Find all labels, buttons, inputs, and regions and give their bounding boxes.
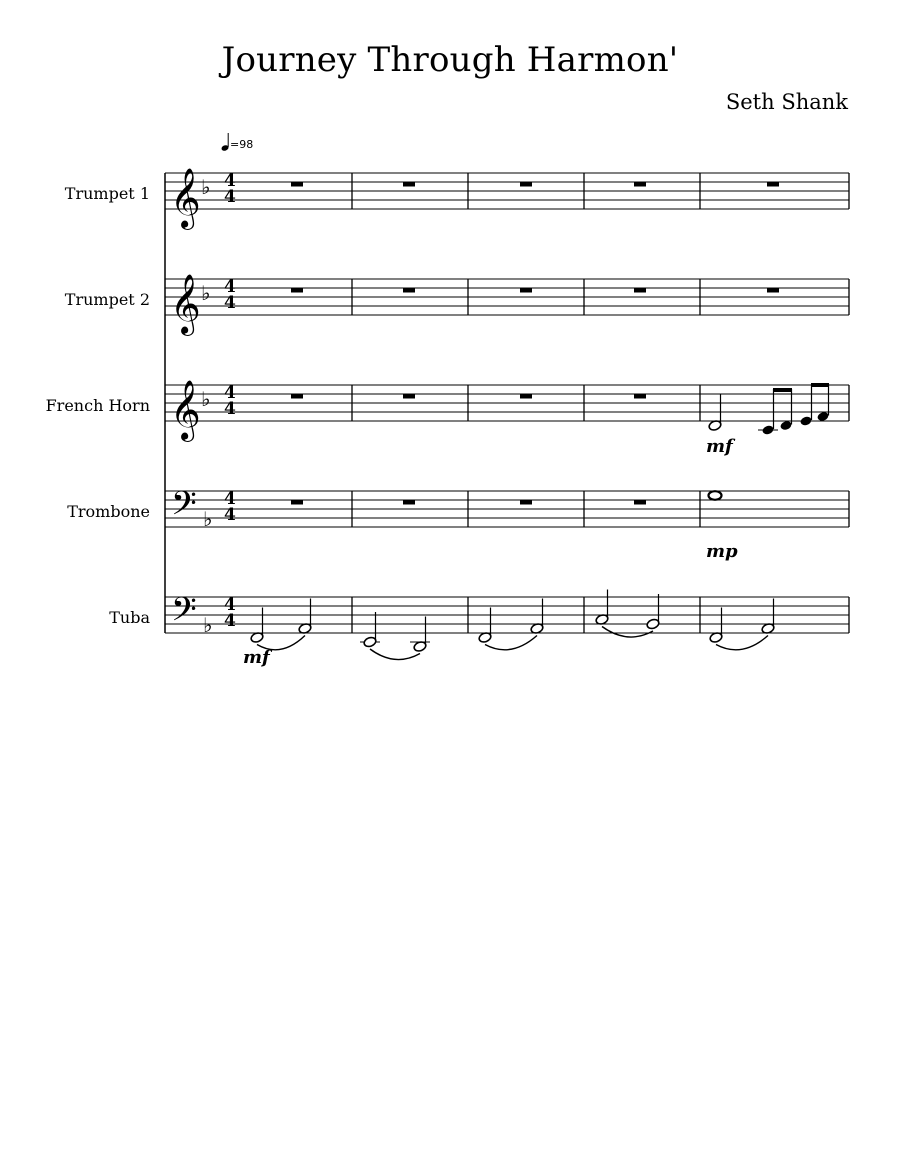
tuba-slur — [257, 636, 305, 650]
whole-rest-icon — [634, 182, 646, 187]
composer-name: Seth Shank — [725, 90, 848, 114]
tuba-slur — [716, 636, 768, 650]
key-flat-icon: ♭ — [201, 281, 211, 305]
horn-eighth-note — [816, 411, 829, 422]
tuba-slur — [370, 649, 420, 660]
staves-group — [165, 168, 849, 637]
whole-rest-icon — [520, 288, 532, 293]
whole-rest-icon — [403, 288, 415, 293]
treble-clef-icon: 𝄞 — [170, 168, 201, 228]
bass-clef-icon: 𝄢 — [171, 485, 197, 531]
tempo-bpm: =98 — [230, 138, 254, 151]
ts-beat-type-1: 4 — [224, 187, 236, 207]
dynamic-french-horn: mf — [706, 436, 733, 457]
ts-beats-5: 4 — [224, 595, 236, 615]
whole-rest-icon — [634, 500, 646, 505]
ts-beats-2: 4 — [224, 277, 236, 297]
time-signatures — [224, 171, 236, 631]
bass-clef-icon: 𝄢 — [171, 591, 197, 637]
whole-rest-icon — [767, 182, 779, 187]
key-flat-icon: ♭ — [201, 387, 211, 411]
key-flat-icon: ♭ — [203, 507, 213, 531]
whole-rest-icon — [520, 394, 532, 399]
tuba-slur — [485, 636, 537, 650]
dynamic-trombone: mp — [706, 541, 738, 562]
tempo-marking — [221, 133, 253, 152]
key-flat-icon: ♭ — [201, 175, 211, 199]
ts-beats-3: 4 — [224, 383, 236, 403]
whole-rest-icon — [403, 182, 415, 187]
ts-beats-4: 4 — [224, 489, 236, 509]
dynamic-tuba: mf — [243, 647, 270, 668]
whole-rest-icon — [291, 288, 303, 293]
whole-rest-icon — [767, 288, 779, 293]
horn-beam — [811, 383, 829, 387]
treble-clef-icon: 𝄞 — [170, 274, 201, 334]
instrument-label-trumpet-2: Trumpet 2 — [64, 290, 150, 309]
whole-rest-icon — [520, 500, 532, 505]
ts-beat-type-4: 4 — [224, 505, 236, 525]
instrument-label-tuba: Tuba — [109, 608, 150, 627]
whole-rest-icon — [634, 394, 646, 399]
instrument-label-trumpet-1: Trumpet 1 — [64, 184, 150, 203]
treble-clef-icon: 𝄞 — [170, 380, 201, 440]
whole-rest-icon — [403, 394, 415, 399]
whole-rest-icon — [403, 500, 415, 505]
instrument-label-trombone: Trombone — [67, 502, 150, 521]
horn-beam — [773, 388, 792, 392]
tuba-slur — [602, 627, 653, 638]
ts-beat-type-5: 4 — [224, 611, 236, 631]
whole-rest-icon — [520, 182, 532, 187]
whole-rest-icon — [291, 394, 303, 399]
score-title: Journey Through Harmon' — [221, 40, 679, 80]
whole-rest-icon — [634, 288, 646, 293]
trombone-whole-note-f — [709, 491, 722, 500]
whole-rest-icon — [291, 500, 303, 505]
key-flat-icon: ♭ — [203, 613, 213, 637]
whole-rest-icon — [291, 182, 303, 187]
ts-beats-1: 4 — [224, 171, 236, 191]
ts-beat-type-3: 4 — [224, 399, 236, 419]
instrument-label-french-horn: French Horn — [45, 396, 150, 415]
horn-eighth-note — [761, 424, 774, 435]
ts-beat-type-2: 4 — [224, 293, 236, 313]
horn-eighth-note — [799, 415, 812, 426]
horn-eighth-note — [779, 420, 792, 431]
